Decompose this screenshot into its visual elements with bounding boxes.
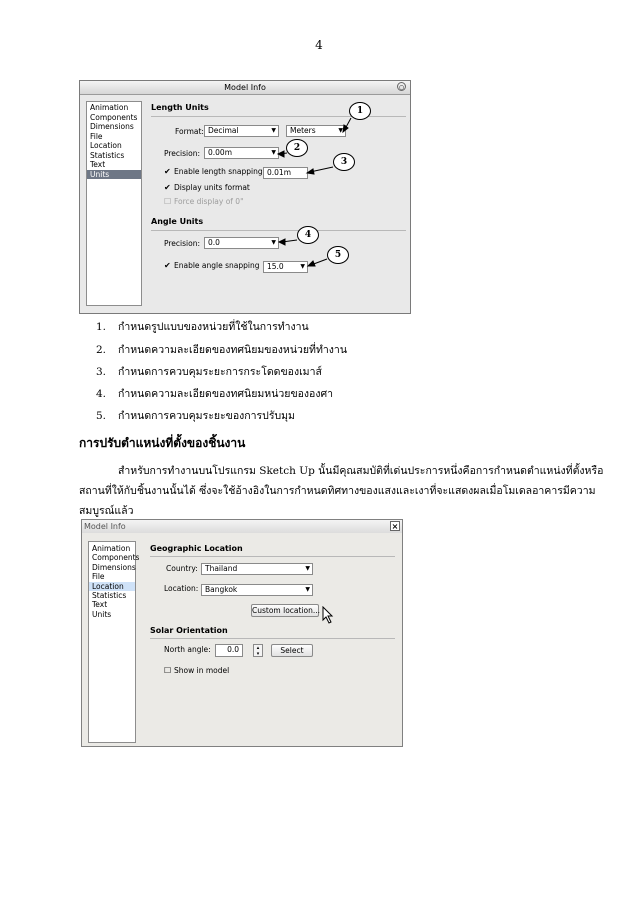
list-item[interactable]: Animation	[90, 103, 129, 112]
list-item[interactable]: Animation	[92, 544, 131, 553]
chevron-down-icon: ▼	[338, 127, 343, 134]
country-dropdown[interactable]: Thailand ▼	[201, 563, 313, 575]
solar-orientation-heading: Solar Orientation	[150, 626, 228, 635]
list-item[interactable]: Dimensions	[92, 562, 136, 572]
arrow-head-icon	[307, 169, 314, 174]
list-item[interactable]: Statistics	[92, 591, 127, 601]
location-label: Location:	[164, 584, 199, 593]
callout-3: 3	[333, 153, 355, 171]
checkbox-empty-icon: ☐	[164, 666, 172, 675]
length-units-heading: Length Units	[151, 103, 209, 112]
arrow-head-icon	[308, 261, 315, 266]
enable-angle-snapping-checkbox[interactable]: ✔ Enable angle snapping	[164, 261, 260, 270]
arrow-head-icon	[279, 239, 285, 245]
list-item[interactable]: Units	[92, 609, 112, 619]
chevron-down-icon: ▼	[300, 263, 305, 270]
chevron-down-icon: ▼	[305, 565, 310, 572]
enable-length-snapping-checkbox[interactable]: ✔ Enable length snapping	[164, 167, 263, 176]
checkmark-icon: ✔	[164, 167, 171, 176]
arrow-head-icon	[343, 125, 348, 132]
list-item-selected[interactable]: Units	[87, 170, 141, 180]
callout-arrows	[0, 0, 638, 330]
geographic-location-heading: Geographic Location	[150, 544, 243, 553]
list-item[interactable]: File	[92, 572, 105, 582]
location-dropdown[interactable]: Bangkok ▼	[201, 584, 313, 596]
callout-4: 4	[297, 226, 319, 244]
callout-1: 1	[349, 102, 371, 120]
window-title: Model Info	[82, 520, 402, 533]
close-icon[interactable]: ○	[398, 84, 405, 91]
chevron-down-icon: ▼	[271, 239, 276, 246]
custom-location-button[interactable]: Custom location...	[252, 606, 321, 615]
list-item[interactable]: File	[90, 131, 103, 141]
precision-dropdown[interactable]: 0.00m ▼	[204, 147, 279, 159]
list-item[interactable]: Location	[90, 141, 122, 150]
chevron-down-icon: ▼	[305, 586, 310, 593]
angle-precision-dropdown[interactable]: 0.0 ▼	[204, 237, 279, 249]
window-title: Model Info	[80, 81, 410, 95]
list-item[interactable]: Text	[90, 160, 106, 169]
divider	[150, 638, 395, 639]
close-button[interactable]: ×	[391, 522, 399, 531]
angle-snapping-dropdown[interactable]: 15.0 ▼	[263, 261, 308, 273]
length-snapping-input[interactable]: 0.01m	[263, 167, 308, 179]
paragraph-line: สมบูรณ์แล้ว	[79, 505, 134, 517]
north-angle-spinner[interactable]: ▴ ▾	[253, 644, 263, 657]
select-button[interactable]: Select	[271, 644, 313, 657]
paragraph-line: สำหรับการทำงานบนโปรแกรม Sketch Up นั้นมีคุณสมบัติที่เด่นประการหนึ่งคือการกำหนดตำแหน่งที่ตั้งหรือ	[118, 465, 604, 477]
north-angle-input[interactable]: 0.0	[215, 644, 243, 657]
cursor-icon	[322, 606, 334, 624]
force-display-checkbox[interactable]: ☐ Force display of 0"	[164, 197, 244, 206]
callout-5: 5	[327, 246, 349, 264]
arrow-head-icon	[278, 151, 284, 157]
list-item[interactable]: Components	[92, 553, 140, 563]
angle-units-heading: Angle Units	[151, 217, 204, 226]
callout-2: 2	[286, 139, 308, 157]
precision-label: Precision:	[164, 149, 200, 158]
list-item[interactable]: Dimensions	[90, 122, 134, 131]
list-item[interactable]: Components	[90, 112, 138, 122]
category-list	[88, 541, 140, 743]
format-label: Format:	[175, 127, 204, 136]
list-item[interactable]: Statistics	[90, 150, 125, 160]
list-item: 4. กำหนดความละเอียดของทศนิยมหน่วยขององศา	[96, 388, 334, 400]
country-label: Country:	[166, 564, 198, 573]
chevron-down-icon: ▼	[271, 127, 276, 134]
chevron-down-icon: ▼	[271, 149, 276, 156]
section-heading: การปรับตำแหน่งที่ตั้งของชิ้นงาน	[79, 436, 246, 450]
paragraph-line: สถานที่ให้กับชิ้นงานนั้นได้ ซึ่งจะใช้อ้างอิงในการกำหนดทิศทางของแสงและเงาที่จะแสดงผลเมื่อโมเดลอาคารมีความ	[79, 485, 596, 497]
north-angle-label: North angle:	[164, 645, 211, 654]
page-number: 4	[315, 38, 323, 52]
display-units-format-checkbox[interactable]: ✔ Display units format	[164, 183, 250, 192]
unit-dropdown[interactable]: Meters ▼	[286, 125, 346, 137]
model-info-location-window	[81, 519, 403, 747]
list-item: 5. กำหนดการควบคุมระยะของการปรับมุม	[96, 410, 295, 422]
checkbox-empty-icon: ☐	[164, 197, 172, 206]
list-item[interactable]: Text	[92, 600, 108, 610]
divider	[150, 556, 395, 557]
list-item: 1. กำหนดรูปแบบของหน่วยที่ใช้ในการทำงาน	[96, 321, 309, 333]
list-item: 3. กำหนดการควบคุมระยะการกระโดดของเมาส์	[96, 366, 322, 378]
checkmark-icon: ✔	[164, 261, 171, 270]
list-item-selected[interactable]: Location	[89, 582, 135, 591]
angle-precision-label: Precision:	[164, 239, 200, 248]
format-dropdown[interactable]: Decimal ▼	[204, 125, 279, 137]
list-item: 2. กำหนดความละเอียดของทศนิยมของหน่วยที่ทำงาน	[96, 344, 347, 356]
checkmark-icon: ✔	[164, 183, 171, 192]
show-in-model-checkbox[interactable]: ☐ Show in model	[164, 666, 230, 675]
